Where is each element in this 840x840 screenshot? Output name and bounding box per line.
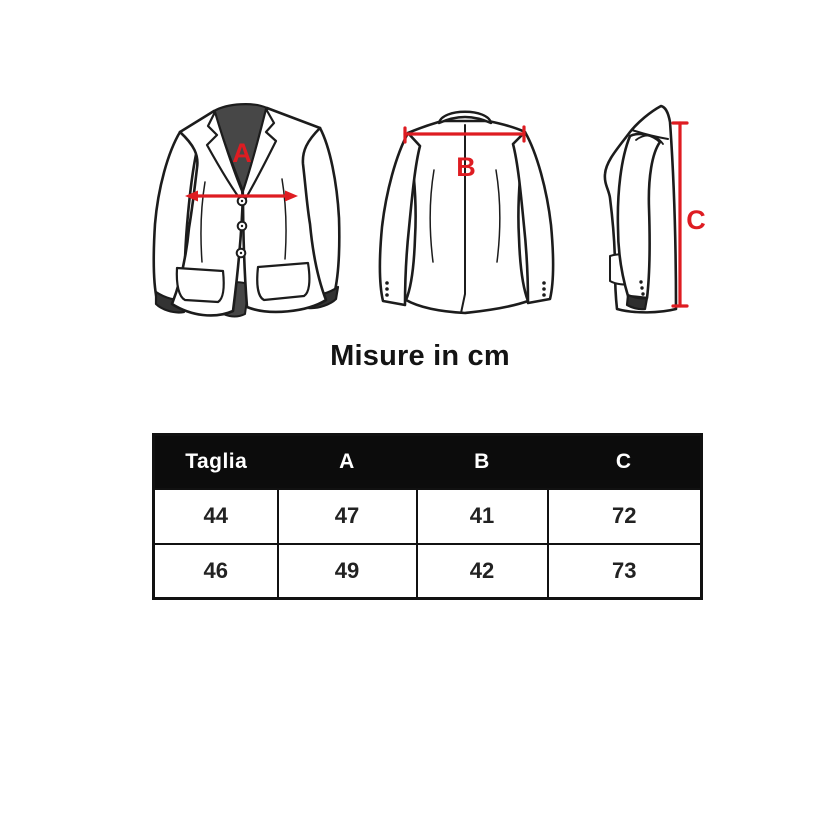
size-cell-a: 47 [278, 489, 417, 544]
size-table-header-b: B [417, 435, 548, 489]
size-cell-a: 49 [278, 544, 417, 599]
size-cell-c: 73 [548, 544, 702, 599]
size-table [152, 433, 703, 600]
size-cell-b: 41 [417, 489, 548, 544]
front-right-pocket [257, 263, 309, 300]
back-body [406, 121, 528, 313]
measurements-title: Misure in cm [330, 340, 510, 372]
size-table-wrap [152, 433, 700, 600]
size-cell-taglia: 46 [154, 544, 278, 599]
jacket-side-illustration [590, 98, 714, 326]
size-cell-b: 42 [417, 544, 548, 599]
size-cell-taglia: 44 [154, 489, 278, 544]
front-left-pocket [177, 268, 224, 302]
jacket-front-illustration [148, 98, 342, 326]
size-table-header-taglia: Taglia [154, 435, 278, 489]
measure-label-c: C [686, 205, 706, 235]
size-table-row-46 [154, 544, 702, 599]
jacket-back-illustration [374, 98, 564, 326]
size-table-header-c: C [548, 435, 702, 489]
measure-label-a: A [232, 138, 252, 168]
size-cell-c: 72 [548, 489, 702, 544]
size-table-header-a: A [278, 435, 417, 489]
size-table-row-44 [154, 489, 702, 544]
size-table-header-row [154, 435, 702, 489]
measure-label-b: B [456, 152, 476, 182]
